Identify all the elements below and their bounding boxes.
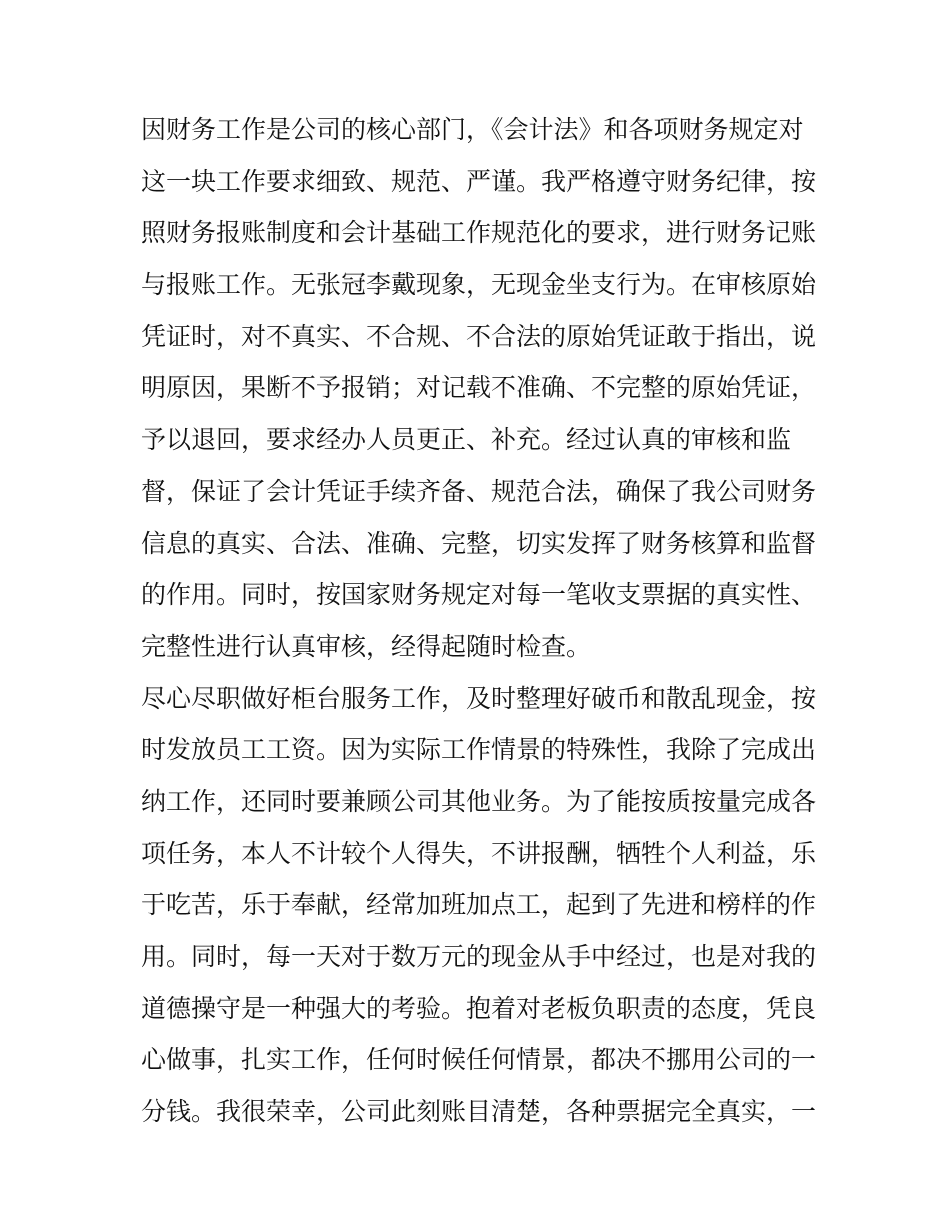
text-line: 凭证时，对不真实、不合规、不合法的原始凭证敢于指出，说 [141,321,817,351]
text-line: 督，保证了会计凭证手续齐备、规范合法，确保了我公司财务 [141,476,817,506]
body-text [141,104,821,1138]
text-line: 照财务报账制度和会计基础工作规范化的要求，进行财务记账 [141,218,817,248]
text-line: 纳工作，还同时要兼顾公司其他业务。为了能按质按量完成各 [141,786,817,816]
text-line: 尽心尽职做好柜台服务工作，及时整理好破币和散乱现金，按 [141,683,817,713]
text-line: 信息的真实、合法、准确、完整，切实发挥了财务核算和监督 [141,528,817,558]
text-line: 分钱。我很荣幸，公司此刻账目清楚，各种票据完全真实，一 [141,1097,817,1127]
text-line: 明原因，果断不予报销；对记载不准确、不完整的原始凭证， [141,373,817,403]
text-line: 于吃苦，乐于奉献，经常加班加点工，起到了先进和榜样的作 [141,890,817,920]
text-line: 心做事，扎实工作，任何时候任何情景，都决不挪用公司的一 [141,1045,817,1075]
text-line: 予以退回，要求经办人员更正、补充。经过认真的审核和监 [141,425,792,455]
text-line: 道德操守是一种强大的考验。抱着对老板负职责的态度，凭良 [141,993,817,1023]
text-line: 项任务，本人不计较个人得失，不讲报酬，牺牲个人利益，乐 [141,838,817,868]
text-line: 时发放员工工资。因为实际工作情景的特殊性，我除了完成出 [141,735,817,765]
text-line: 这一块工作要求细致、规范、严谨。我严格遵守财务纪律，按 [141,166,817,196]
text-line: 完整性进行认真审核，经得起随时检查。 [141,631,592,661]
text-line: 因财务工作是公司的核心部门，《会计法》和各项财务规定对 [141,115,804,144]
text-line: 的作用。同时，按国家财务规定对每一笔收支票据的真实性、 [141,580,817,610]
text-line: 与报账工作。无张冠李戴现象，无现金坐支行为。在审核原始 [141,270,817,300]
text-line: 用。同时，每一天对于数万元的现金从手中经过，也是对我的 [141,942,817,971]
